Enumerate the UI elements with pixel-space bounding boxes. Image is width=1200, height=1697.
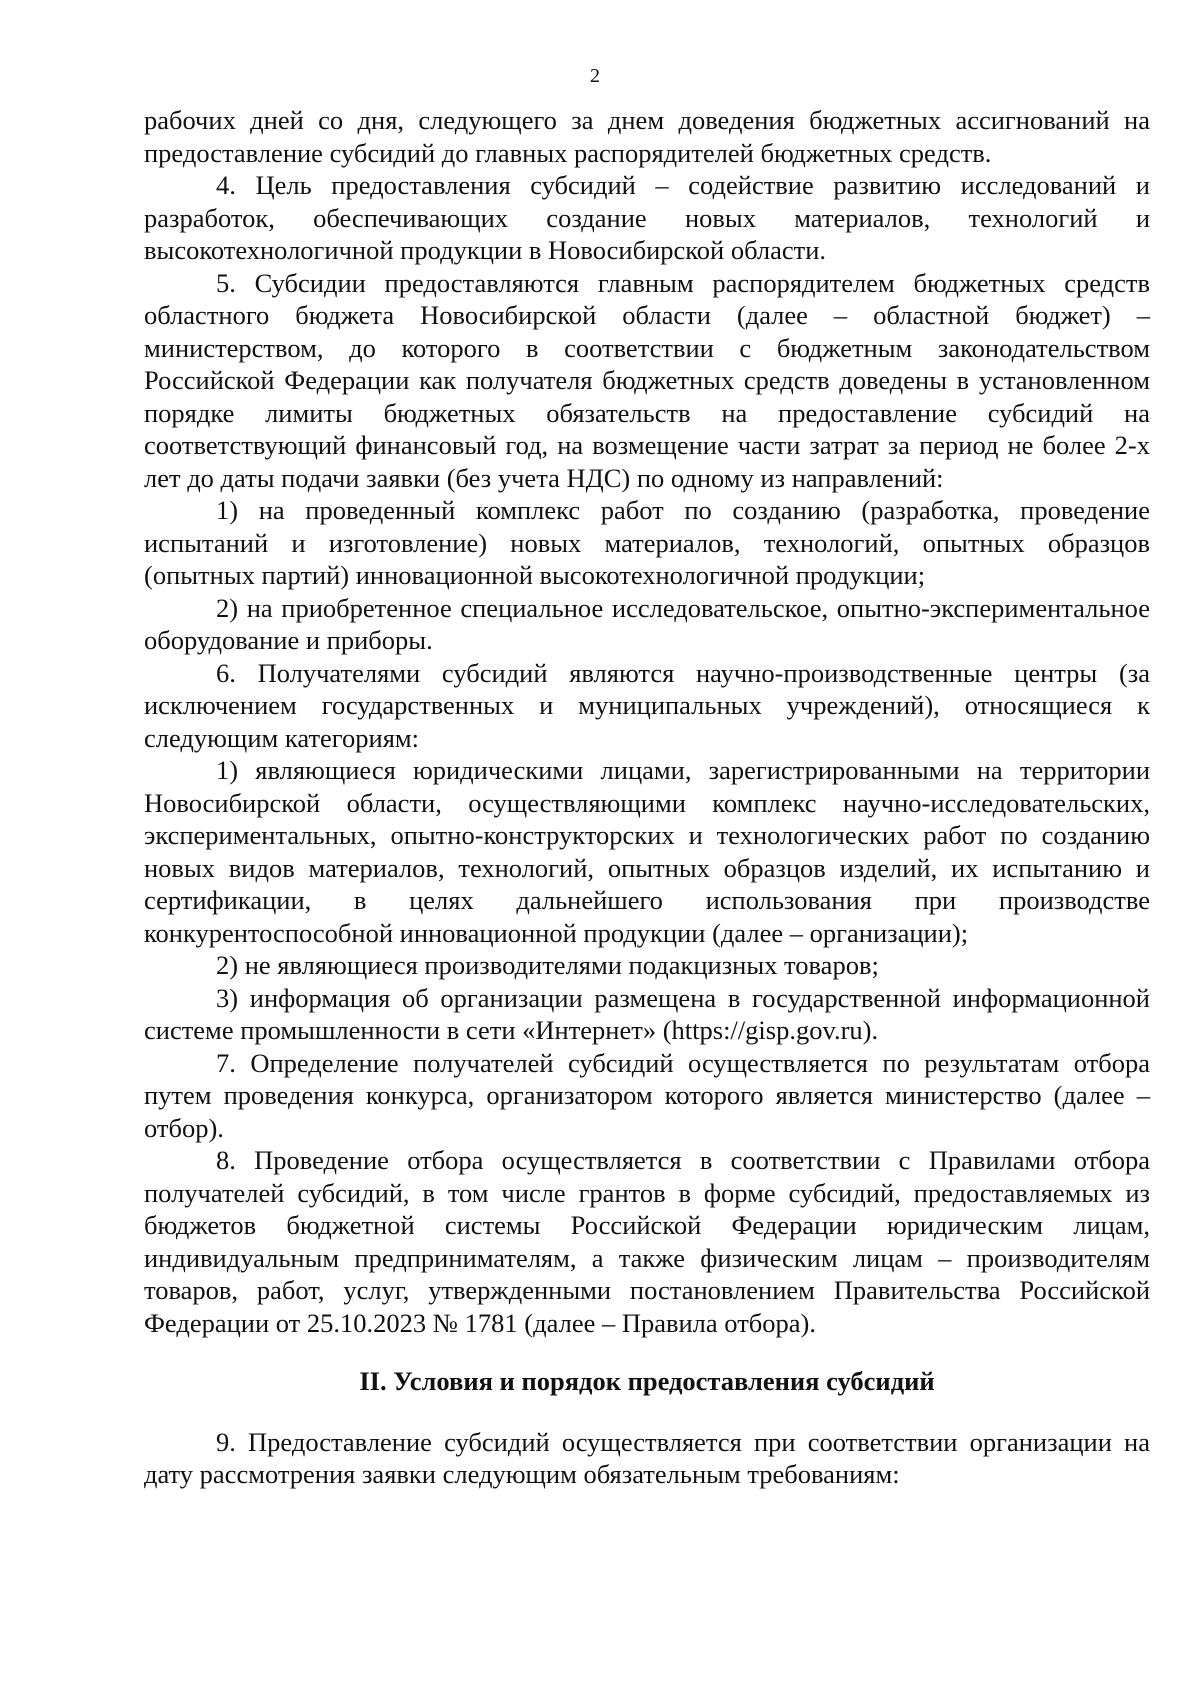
paragraph-6-item-3: 3) информация об организации размещена в государственной информационной системе промышленности в сети «Интернет» (https://gisp.gov.ru). [144, 982, 1150, 1045]
paragraph-7-selection: 7. Определение получателей субсидий осуществляется по результатам отбора путем проведения конкурса, организатором которого является министерство (далее – отбор). [144, 1047, 1150, 1143]
paragraph-6-recipients: 6. Получателями субсидий являются научно-производственные центры (за исключением государственных и муниципальных учреждений), относящиеся к следующим категориям: [144, 657, 1150, 753]
paragraph-5-item-2: 2) на приобретенное специальное исследовательское, опытно-экспериментальное оборудование и приборы. [144, 592, 1150, 655]
page-number: 2 [590, 65, 600, 87]
section-heading: II. Условия и порядок предоставления субсидий [359, 1366, 935, 1396]
paragraph-9-requirements: 9. Предоставление субсидий осуществляется при соответствии организации на дату рассмотрения заявки следующим обязательным требованиям: [144, 1426, 1150, 1489]
paragraph-5-item-1: 1) на проведенный комплекс работ по созданию (разработка, проведение испытаний и изготовление) новых материалов, технологий, опытных образцов (опытных партий) инновационной высокотехнологичной продукции; [144, 495, 1150, 590]
document-body [144, 104, 1150, 1491]
paragraph-8-rules: 8. Проведение отбора осуществляется в соответствии с Правилами отбора получателей субсидий, в том числе грантов в форме субсидий, предоставляемых из бюджетов бюджетной системы Российской Федерации юридическим лицам, индивидуальным предпринимателям, а также физическим лицам – производителям товаров, работ, услуг, утвержденными постановлением Правительства Российской Федерации от 25.10.2023 № 1781 (далее – Правила отбора). [144, 1145, 1150, 1338]
paragraph-5-provision: 5. Субсидии предоставляются главным распорядителем бюджетных средств областного бюджета Новосибирской области (далее – областной бюджет) – министерством, до которого в соответствии с бюджетным законодательством Российской Федерации как получателя бюджетных средств доведены в установленном порядке лимиты бюджетных обязательств на предоставление субсидий на соответствующий финансовый год, на возмещение части затрат за период не более 2-х лет до даты подачи заявки (без учета НДС) по одному из направлений: [144, 267, 1150, 493]
paragraph-continuation: рабочих дней со дня, следующего за днем доведения бюджетных ассигнований на предоставление субсидий до главных распорядителей бюджетных средств. [144, 105, 1150, 168]
paragraph-4-purpose: 4. Цель предоставления субсидий – содействие развитию исследований и разработок, обеспечивающих создание новых материалов, технологий и высокотехнологичной продукции в Новосибирской области. [144, 170, 1150, 265]
paragraph-6-item-2: 2) не являющиеся производителями подакцизных товаров; [216, 950, 879, 980]
paragraph-6-item-1: 1) являющиеся юридическими лицами, зарегистрированными на территории Новосибирской области, осуществляющими комплекс научно-исследовательских, экспериментальных, опытно-конструкторских и технологических работ по созданию новых видов материалов, технологий, опытных образцов изделий, их испытанию и сертификации, в целях дальнейшего использования при производстве конкурентоспособной инновационной продукции (далее – организации); [144, 755, 1150, 948]
